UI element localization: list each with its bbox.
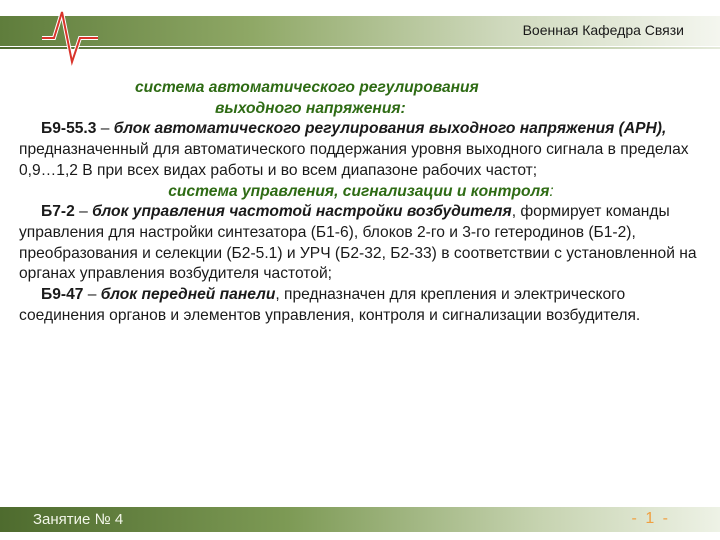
section-heading-regulation [19,78,703,119]
item-b9-55-3 [19,119,703,181]
item-title: блок автоматического регулирования выходного напряжения (АРН), [113,120,667,138]
heading-colon: : [549,182,554,200]
item-b9-47 [19,285,703,326]
item-description: , формирует команды управления для настройки синтезатора (Б1-6), блоков 2-го и 3-го гетеродинов (Б1-2), преобразования и селекции (Б2-5.1) и УРЧ (Б2-32, Б2-33) в соответствии с установленной на органах управления возбудителя частотой; [19,203,697,283]
item-code: Б9-55.3 [41,120,97,138]
item-title: блок управления частотой настройки возбудителя [92,203,512,221]
item-title: блок передней панели [100,286,276,304]
item-dash: – [74,203,93,221]
signal-pulse-icon [42,6,98,66]
slide-content [19,78,703,326]
header-divider [0,47,720,49]
item-description: предназначенный для автоматического поддержания уровня выходного сигнала в пределах 0,9…1,2 В при всех видах работы и во всем диапазоне рабочих частот; [19,141,689,179]
page-number: - 1 - [631,510,670,527]
item-code: Б7-2 [41,203,75,221]
heading-line-2: выходного напряжения: [215,99,406,117]
item-dash: – [83,286,101,304]
item-dash: – [96,120,114,138]
heading-text: система управления, сигнализации и контроля [168,182,550,200]
item-code: Б9-47 [41,286,84,304]
section-heading-control [19,182,703,203]
header-title: Военная Кафедра Связи [522,22,684,38]
lesson-label: Занятие № 4 [33,511,124,528]
item-b7-2 [19,202,703,285]
item-description: , предназначен для крепления и электрического соединения органов и элементов управления, контроля и сигнализации возбудителя. [19,286,641,324]
heading-line-1: система автоматического регулирования [135,79,479,96]
